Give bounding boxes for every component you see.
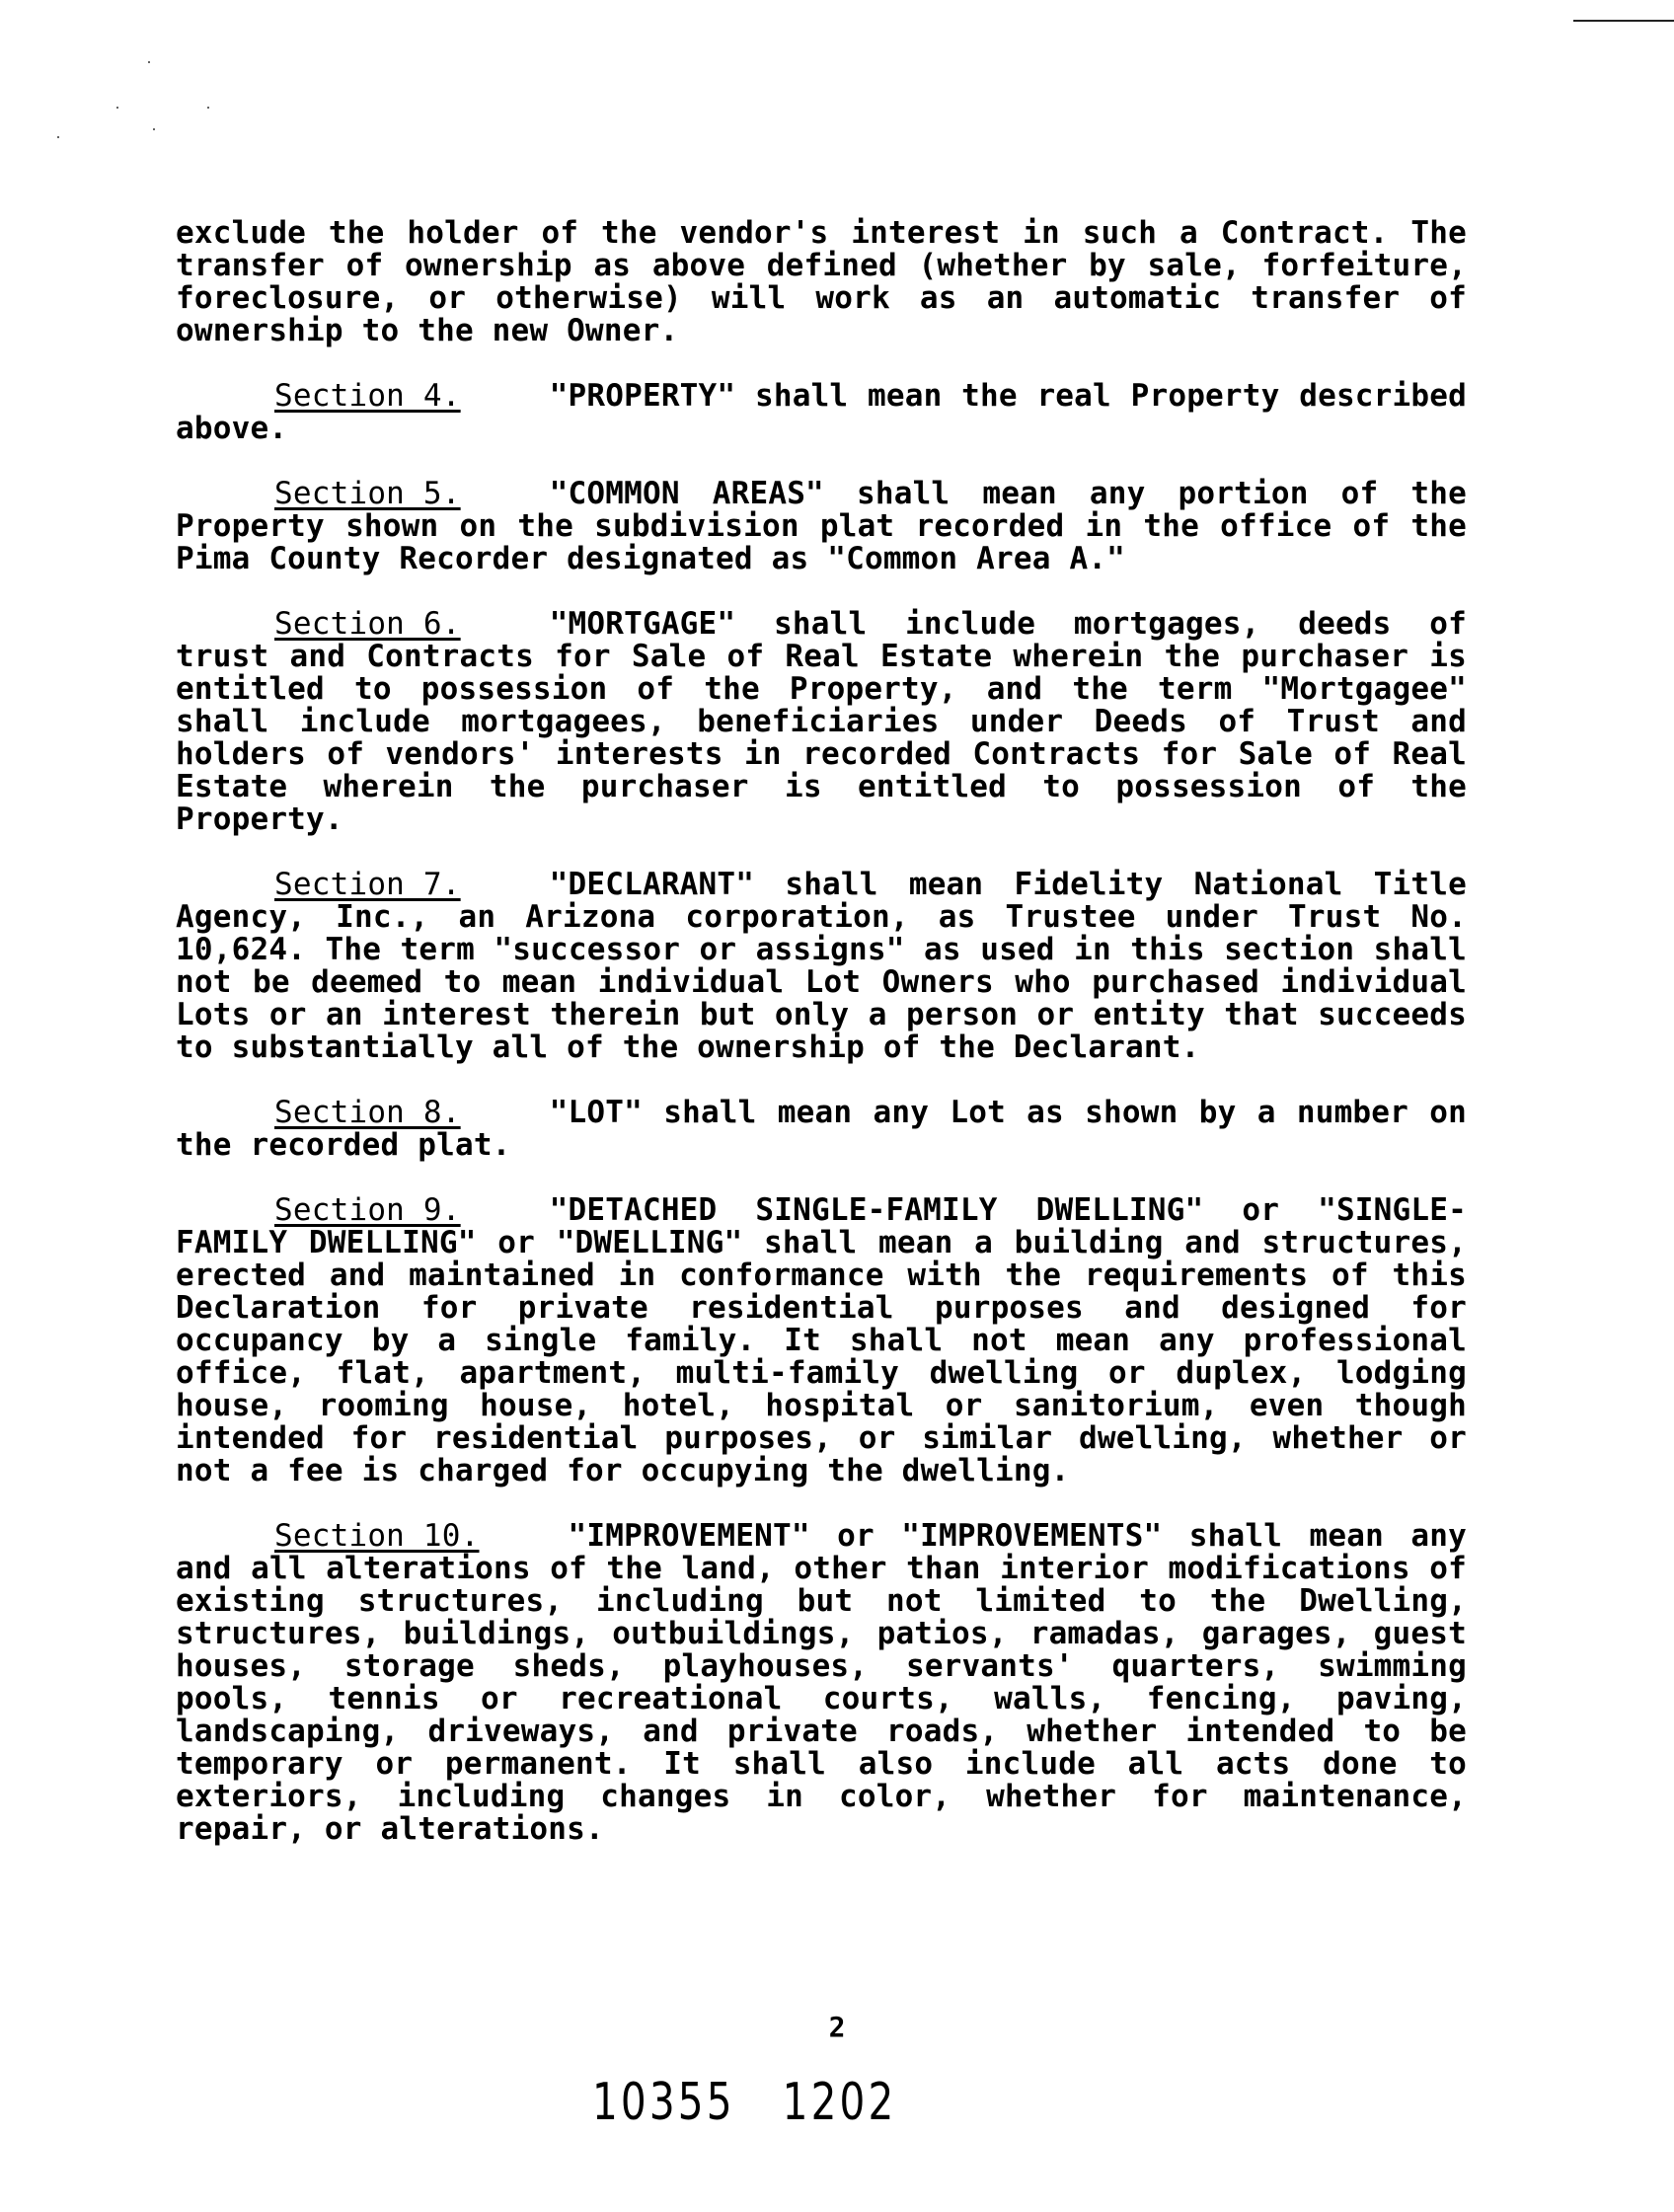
section-10 [176,1520,1467,1846]
scan-speck [148,61,150,63]
section-7-label: Section 7. [274,867,461,902]
section-5-text: "COMMON AREAS" shall mean any portion of the Property shown on the subdivision plat recorded in the office of the Pima County Recorder designated as "Common Area A." [176,476,1467,576]
section-8-text: "LOT" shall mean any Lot as shown by a number on the recorded plat. [176,1095,1467,1163]
section-4-label: Section 4. [274,378,461,414]
section-7-text: "DECLARANT" shall mean Fidelity National Title Agency, Inc., an Arizona corporation, as Trustee under Trust No. 10,624. The term "successor or assigns" as used in this section shall not be deemed to mean individual Lot Owners who purchased individual Lots or an interest therein but only a person or entity that succeeds to substantially all of the ownership of the Declarant. [176,867,1467,1065]
section-8-label: Section 8. [274,1095,461,1130]
section-9-text: "DETACHED SINGLE-FAMILY DWELLING" or "SINGLE-FAMILY DWELLING" or "DWELLING" shall mean a building and structures, erected and maintained in conformance with the requirements of this Declaration for private residential purposes and designed for occupancy by a single family. It shall not mean any professional office, flat, apartment, multi-family dwelling or duplex, lodging house, rooming house, hotel, hospital or sanitorium, even though intended for residential purposes, or similar dwelling, whether or not a fee is charged for occupying the dwelling. [176,1192,1467,1488]
document-body [176,217,1467,1878]
scan-speck [153,128,155,130]
top-right-rule [1573,20,1674,22]
recording-stamp: 10355 1202 [592,2073,897,2132]
section-6 [176,608,1467,836]
section-7 [176,869,1467,1064]
scan-speck [207,107,209,109]
section-5-label: Section 5. [274,476,461,511]
page-number: 2 [828,2011,846,2043]
section-6-label: Section 6. [274,606,461,642]
section-5 [176,478,1467,575]
section-10-text: "IMPROVEMENT" or "IMPROVEMENTS" shall mean any and all alterations of the land, other than interior modifications of existing structures, including but not limited to the Dwelling, structures, buildings, outbuildings, patios, ramadas, garages, guest houses, storage sheds, playhouses, servants' quarters, swimming pools, tennis or recreational courts, walls, fencing, paving, landscaping, driveways, and private roads, whether intended to be temporary or permanent. It shall also include all acts done to exteriors, including changes in color, whether for maintenance, repair, or alterations. [176,1518,1467,1847]
section-4 [176,380,1467,445]
section-6-text: "MORTGAGE" shall include mortgages, deeds of trust and Contracts for Sale of Real Estate wherein the purchaser is entitled to possession of the Property, and the term "Mortgagee" shall include mortgagees, beneficiaries under Deeds of Trust and holders of vendors' interests in recorded Contracts for Sale of Real Estate wherein the purchaser is entitled to possession of the Property. [176,606,1467,837]
section-8 [176,1097,1467,1162]
opening-paragraph: exclude the holder of the vendor's interest in such a Contract. The transfer of ownership as above defined (whether by sale, forfeiture, foreclosure, or otherwise) will work as an automatic transfer of ownership to the new Owner. [176,215,1467,348]
scan-speck [116,107,118,109]
section-9-label: Section 9. [274,1192,461,1228]
section-9 [176,1194,1467,1487]
section-10-label: Section 10. [274,1518,480,1554]
section-4-text: "PROPERTY" shall mean the real Property described above. [176,378,1467,446]
scan-speck [57,136,59,138]
